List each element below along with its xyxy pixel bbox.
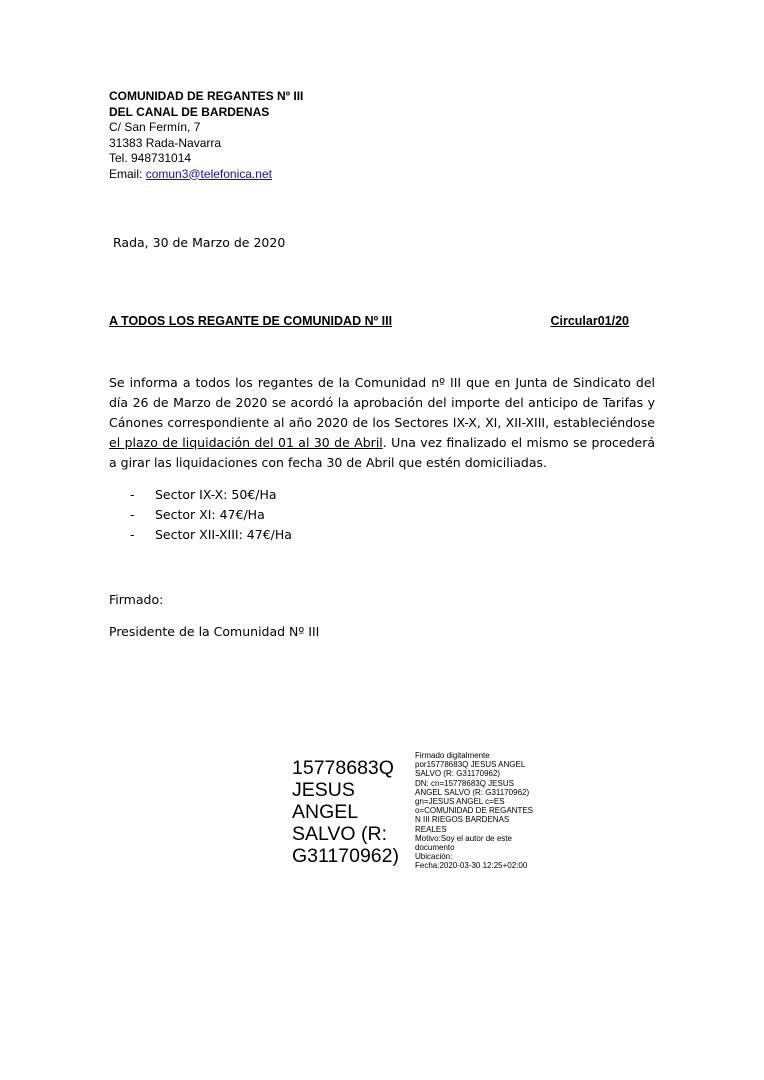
sector-list bbox=[130, 485, 292, 545]
list-bullet: - bbox=[130, 527, 135, 542]
address-line: C/ San Fermín, 7 bbox=[109, 120, 201, 134]
body-text-underlined: el plazo de liquidación del 01 al 30 de Abril bbox=[109, 435, 383, 450]
signature-detail-line: N III RIEGOS BARDENAS bbox=[415, 815, 510, 825]
digital-signature-name bbox=[292, 757, 407, 867]
signature-detail-line: o=COMUNIDAD DE REGANTES bbox=[415, 806, 534, 816]
letter-date: Rada, 30 de Marzo de 2020 bbox=[113, 235, 286, 250]
list-bullet: - bbox=[130, 507, 135, 522]
list-bullet: - bbox=[130, 487, 135, 502]
digital-signature-details bbox=[415, 751, 540, 871]
phone-line: Tel. 948731014 bbox=[109, 151, 192, 165]
signature-detail-line: ANGEL SALVO (R: G31170962) bbox=[415, 787, 530, 797]
signed-label: Firmado: bbox=[109, 592, 164, 607]
list-item-text: Sector XI: 47€/Ha bbox=[155, 507, 265, 522]
signature-line: ANGEL bbox=[292, 801, 359, 823]
signature-detail-line: REALES bbox=[415, 824, 447, 834]
body-text-2: . Una vez finalizado el mismo se procederá a girar las liquidaciones con fecha 30 de Abril que estén domiciliadas. bbox=[109, 435, 655, 470]
signature-line: G31170962) bbox=[292, 845, 399, 867]
body-paragraph bbox=[109, 373, 655, 473]
signature-line: 15778683Q bbox=[292, 757, 394, 779]
signature-detail-line: Motivo:Soy el autor de este bbox=[415, 833, 512, 843]
list-item-text: Sector XII-XIII: 47€/Ha bbox=[155, 527, 292, 542]
signature-line: SALVO (R: bbox=[292, 823, 387, 845]
letterhead bbox=[109, 89, 303, 182]
signature-detail-line: Firmado digitalmente bbox=[415, 751, 490, 760]
list-item bbox=[130, 505, 292, 525]
city-line: 31383 Rada-Navarra bbox=[109, 135, 222, 150]
signature-detail-line: Fecha:2020-03-30 12:25+02:00 bbox=[415, 861, 528, 871]
subject-line bbox=[109, 314, 629, 328]
signature-line: JESUS bbox=[292, 779, 355, 801]
email-line bbox=[109, 167, 303, 183]
list-item-text: Sector IX-X: 50€/Ha bbox=[155, 487, 277, 502]
body-text-1: Se informa a todos los regantes de la Comunidad nº III que en Junta de Sindicato del día 26 de Marzo de 2020 se acordó la aprobación del importe del anticipo de Tarifas y Cánones correspondiente al año 2020 de los Sectores IX-X, XI, XII-XIII, estableciéndose bbox=[109, 375, 655, 430]
list-item bbox=[130, 485, 292, 505]
signature-detail-line: Ubicación: bbox=[415, 852, 453, 862]
signature-detail-line: DN: cn=15778683Q JESUS bbox=[415, 778, 514, 788]
signature-detail-line: SALVO (R: G31170962) bbox=[415, 769, 501, 779]
signature-detail-line: documento bbox=[415, 843, 455, 853]
signature-detail-line: gn=JESUS ANGEL c=ES bbox=[415, 797, 505, 807]
signature-detail-line: por15778683Q JESUS ANGEL bbox=[415, 760, 526, 770]
email-link[interactable]: comun3@telefonica.net bbox=[145, 166, 272, 181]
email-label: Email: bbox=[109, 166, 146, 181]
list-item bbox=[130, 525, 292, 545]
circular-number: Circular01/20 bbox=[550, 314, 629, 328]
org-name-line1: COMUNIDAD DE REGANTES Nº III bbox=[109, 89, 304, 103]
org-name-line2: DEL CANAL DE BARDENAS bbox=[109, 104, 270, 119]
subject-addressee: A TODOS LOS REGANTE DE COMUNIDAD Nº III bbox=[109, 314, 393, 328]
president-title: Presidente de la Comunidad Nº III bbox=[109, 624, 320, 639]
